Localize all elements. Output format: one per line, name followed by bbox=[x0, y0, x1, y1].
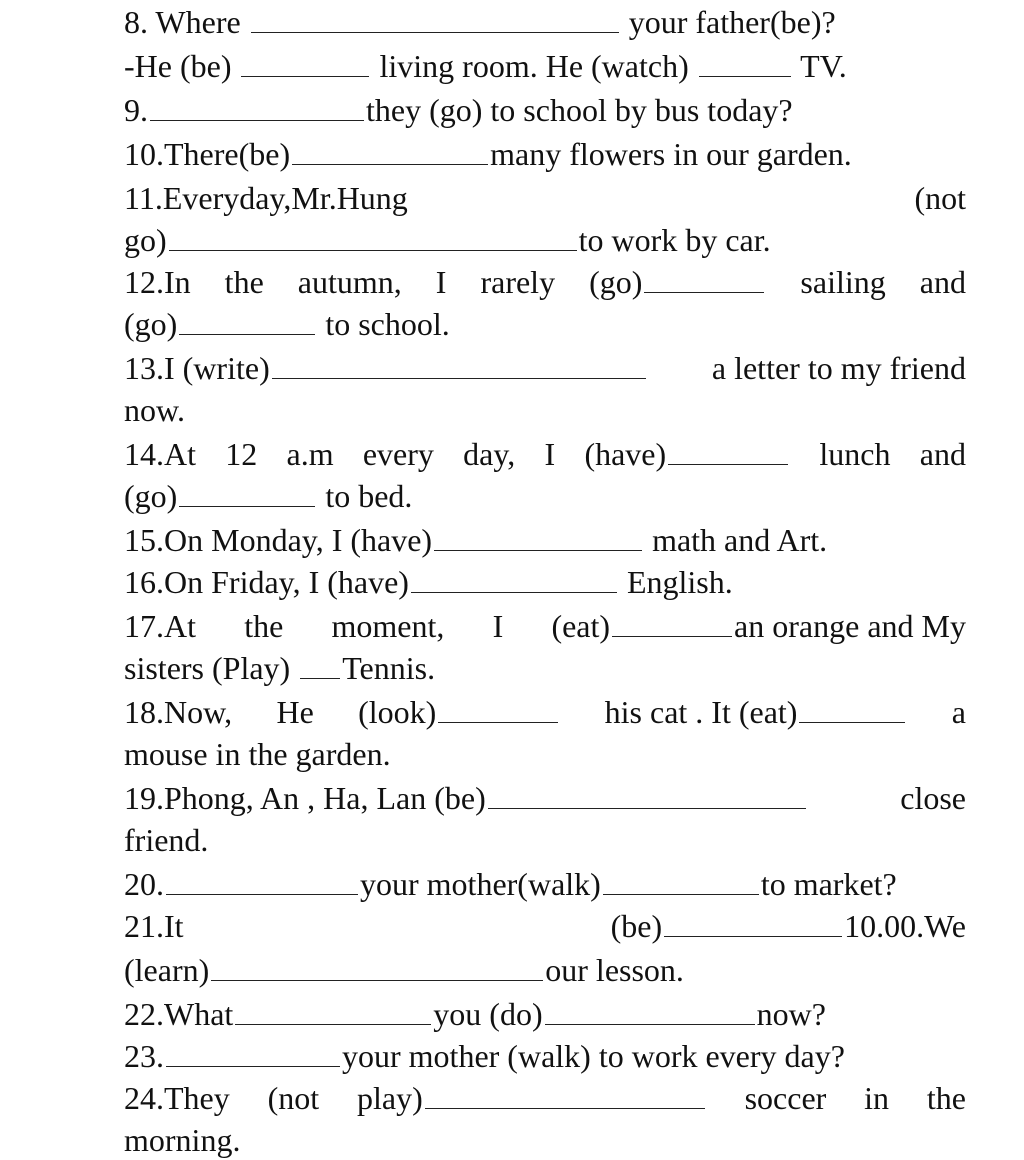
q13-text-b: a letter to my friend bbox=[711, 350, 966, 386]
q10-text-a: 10.There(be) bbox=[124, 136, 291, 172]
line-q14 bbox=[124, 434, 966, 474]
answer-blank[interactable] bbox=[799, 692, 905, 723]
q14-word: 12 bbox=[225, 436, 258, 472]
q23-text-b: your mother (walk) to work every day? bbox=[342, 1038, 845, 1074]
q17-verb: (eat) bbox=[551, 608, 611, 644]
q9-number: 9. bbox=[124, 92, 148, 128]
q20-text-b: your mother(walk) bbox=[360, 866, 601, 902]
line-q12-cont bbox=[124, 304, 966, 344]
q15-text-a: 15.On Monday, I (have) bbox=[124, 522, 433, 558]
answer-blank[interactable] bbox=[664, 906, 842, 937]
q8-text-a: 8. Where bbox=[124, 4, 241, 40]
answer-blank[interactable] bbox=[292, 134, 488, 165]
answer-blank[interactable] bbox=[300, 648, 340, 679]
line-q15 bbox=[124, 520, 966, 560]
answer-blank[interactable] bbox=[166, 1036, 340, 1067]
q16-text-a: 16.On Friday, I (have) bbox=[124, 564, 409, 600]
q19-text-b: close bbox=[900, 780, 966, 816]
q8-text-d: living room. He (watch) bbox=[379, 48, 689, 84]
q17-text-d: Tennis. bbox=[342, 650, 436, 686]
q19-text-c: friend. bbox=[124, 822, 209, 858]
answer-blank[interactable] bbox=[235, 994, 431, 1025]
line-q8 bbox=[124, 2, 966, 42]
line-q17 bbox=[124, 606, 966, 646]
q18-word: He bbox=[276, 694, 314, 730]
q24-word: (not bbox=[267, 1080, 320, 1116]
q8-text-e: TV. bbox=[800, 48, 847, 84]
answer-blank[interactable] bbox=[603, 864, 759, 895]
q24-word: in bbox=[864, 1080, 890, 1116]
line-q8-cont bbox=[124, 46, 966, 86]
q12-text-e: to school. bbox=[325, 306, 450, 342]
answer-blank[interactable] bbox=[169, 220, 577, 251]
line-q11 bbox=[124, 178, 966, 218]
line-q13 bbox=[124, 348, 966, 388]
q12-word: 12.In bbox=[124, 264, 191, 300]
q13-text-a: 13.I (write) bbox=[124, 350, 270, 386]
q20-number: 20. bbox=[124, 866, 164, 902]
q17-word: moment, bbox=[331, 608, 445, 644]
q14-verb-2: (go) bbox=[124, 478, 178, 514]
q21-text-e: our lesson. bbox=[545, 952, 684, 988]
q12-word: autumn, bbox=[297, 264, 402, 300]
q21-text-d: (learn) bbox=[124, 952, 210, 988]
q17-text-c: sisters (Play) bbox=[124, 650, 291, 686]
line-q24 bbox=[124, 1078, 966, 1118]
answer-blank[interactable] bbox=[434, 520, 642, 551]
line-q22 bbox=[124, 994, 966, 1034]
line-q21 bbox=[124, 906, 966, 946]
answer-blank[interactable] bbox=[251, 2, 619, 33]
answer-blank[interactable] bbox=[545, 994, 755, 1025]
q12-word: sailing bbox=[800, 264, 886, 300]
answer-blank[interactable] bbox=[668, 434, 788, 465]
q18-text-d: mouse in the garden. bbox=[124, 736, 391, 772]
line-q14-cont bbox=[124, 476, 966, 516]
q18-text-b: his cat . It (eat) bbox=[604, 694, 798, 730]
q22-text-b: you (do) bbox=[433, 996, 543, 1032]
q14-verb: (have) bbox=[584, 436, 667, 472]
line-q19 bbox=[124, 778, 966, 818]
line-q21-cont bbox=[124, 950, 966, 990]
answer-blank[interactable] bbox=[488, 778, 806, 809]
line-q17-cont bbox=[124, 648, 966, 688]
answer-blank[interactable] bbox=[179, 476, 315, 507]
q14-word: day, bbox=[463, 436, 516, 472]
q11-text-b: (not bbox=[914, 180, 966, 216]
q23-number: 23. bbox=[124, 1038, 164, 1074]
q14-word: a.m bbox=[286, 436, 334, 472]
q17-word: the bbox=[244, 608, 284, 644]
q21-text-c: 10.00.We bbox=[844, 908, 966, 944]
q12-word: I bbox=[435, 264, 447, 300]
q14-word: and bbox=[919, 436, 966, 472]
q8-text-c: -He (be) bbox=[124, 48, 232, 84]
q18-word: 18.Now, bbox=[124, 694, 233, 730]
line-q18 bbox=[124, 692, 966, 732]
q11-text-d: to work by car. bbox=[578, 222, 771, 258]
line-q24-cont bbox=[124, 1120, 966, 1160]
q24-verb: play) bbox=[356, 1080, 423, 1116]
q11-text-a: 11.Everyday,Mr.Hung bbox=[124, 180, 408, 216]
line-q13-cont bbox=[124, 390, 966, 430]
q14-word: I bbox=[544, 436, 556, 472]
q22-text-a: 22.What bbox=[124, 996, 234, 1032]
q15-text-b: math and Art. bbox=[652, 522, 828, 558]
q17-word: I bbox=[492, 608, 504, 644]
q17-text-b: an orange and My bbox=[734, 608, 966, 644]
line-q16 bbox=[124, 562, 966, 602]
line-q10 bbox=[124, 134, 966, 174]
q12-word: the bbox=[224, 264, 264, 300]
q12-word: rarely bbox=[480, 264, 556, 300]
q19-text-a: 19.Phong, An , Ha, Lan (be) bbox=[124, 780, 486, 816]
q10-text-b: many flowers in our garden. bbox=[490, 136, 852, 172]
q24-word: 24.They bbox=[124, 1080, 230, 1116]
line-q9 bbox=[124, 90, 966, 130]
q20-text-c: to market? bbox=[760, 866, 897, 902]
q24-text-e: morning. bbox=[124, 1122, 241, 1158]
q8-text-b: your father(be)? bbox=[628, 4, 836, 40]
answer-blank[interactable] bbox=[166, 864, 358, 895]
q12-verb: (go) bbox=[589, 264, 643, 300]
line-q18-cont bbox=[124, 734, 966, 774]
line-q20 bbox=[124, 864, 966, 904]
q14-word: lunch bbox=[819, 436, 891, 472]
line-q11-cont bbox=[124, 220, 966, 260]
line-q19-cont bbox=[124, 820, 966, 860]
answer-blank[interactable] bbox=[699, 46, 791, 77]
q12-verb-2: (go) bbox=[124, 306, 178, 342]
q16-text-b: English. bbox=[626, 564, 733, 600]
q14-word: 14.At bbox=[124, 436, 196, 472]
q21-text-a: 21.It bbox=[124, 908, 184, 944]
answer-blank[interactable] bbox=[179, 304, 315, 335]
answer-blank[interactable] bbox=[438, 692, 558, 723]
answer-blank[interactable] bbox=[411, 562, 617, 593]
answer-blank[interactable] bbox=[272, 348, 646, 379]
q11-text-c: go) bbox=[124, 222, 167, 258]
q17-word: 17.At bbox=[124, 608, 196, 644]
q18-verb: (look) bbox=[358, 694, 437, 730]
line-q12 bbox=[124, 262, 966, 302]
q14-text-e: to bed. bbox=[325, 478, 413, 514]
q21-text-b: (be) bbox=[610, 908, 663, 944]
answer-blank[interactable] bbox=[612, 606, 732, 637]
q13-text-c: now. bbox=[124, 392, 186, 428]
q24-word: soccer bbox=[744, 1080, 827, 1116]
answer-blank[interactable] bbox=[150, 90, 364, 121]
answer-blank[interactable] bbox=[211, 950, 543, 981]
q9-text: they (go) to school by bus today? bbox=[366, 92, 793, 128]
answer-blank[interactable] bbox=[241, 46, 369, 77]
q22-text-c: now? bbox=[756, 996, 826, 1032]
q18-text-c: a bbox=[951, 694, 966, 730]
answer-blank[interactable] bbox=[644, 262, 764, 293]
line-q23 bbox=[124, 1036, 966, 1076]
q24-word: the bbox=[926, 1080, 966, 1116]
q14-word: every bbox=[362, 436, 434, 472]
answer-blank[interactable] bbox=[425, 1078, 705, 1109]
q12-word: and bbox=[919, 264, 966, 300]
